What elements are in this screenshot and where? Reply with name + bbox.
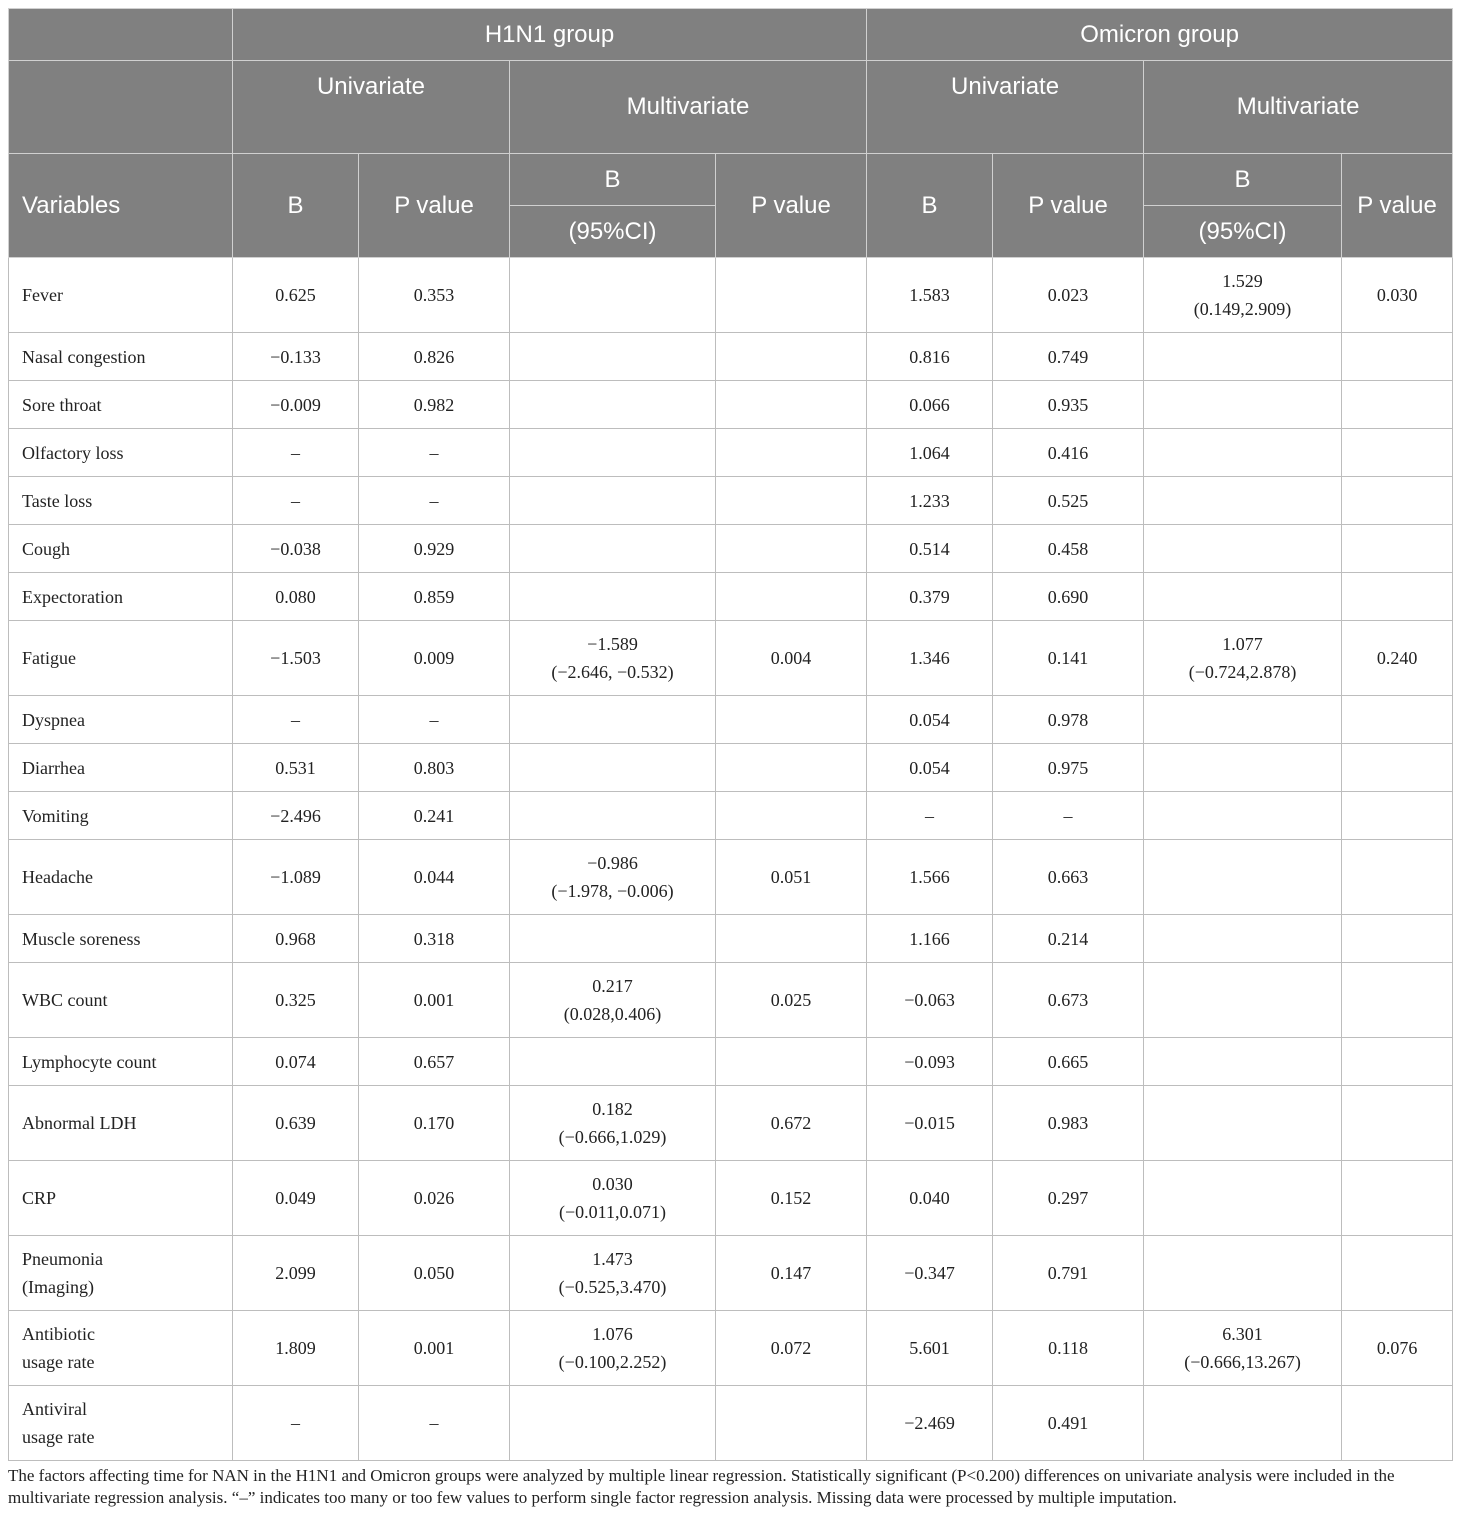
cell-h1n1-multi-p — [716, 792, 867, 840]
cell-h1n1-uni-p: 0.657 — [359, 1038, 510, 1086]
cell-h1n1-uni-b: 0.531 — [233, 744, 359, 792]
cell-h1n1-uni-b: −0.038 — [233, 525, 359, 573]
cell-omicron-multi-b-ci — [1144, 840, 1342, 915]
cell-omicron-uni-b: 1.166 — [867, 915, 993, 963]
table-body — [9, 258, 1453, 1461]
cell-h1n1-uni-p: 0.050 — [359, 1236, 510, 1311]
cell-h1n1-multi-p — [716, 1038, 867, 1086]
header-variables: Variables — [9, 154, 233, 258]
cell-variable — [9, 258, 233, 333]
cell-h1n1-uni-p: – — [359, 1386, 510, 1461]
cell-omicron-uni-b: – — [867, 792, 993, 840]
table-row — [9, 573, 1453, 621]
cell-omicron-multi-b: 1.529 — [1222, 271, 1263, 291]
cell-omicron-uni-p: 0.978 — [993, 696, 1144, 744]
cell-omicron-uni-p: 0.665 — [993, 1038, 1144, 1086]
cell-omicron-uni-p: 0.690 — [993, 573, 1144, 621]
variable-label-line: Taste loss — [22, 490, 93, 511]
cell-h1n1-multi-b: 0.030 — [592, 1174, 633, 1194]
regression-table — [8, 8, 1453, 1461]
table-row — [9, 333, 1453, 381]
cell-variable — [9, 840, 233, 915]
variable-label-line: usage rate — [22, 1427, 95, 1447]
cell-h1n1-uni-p: 0.826 — [359, 333, 510, 381]
cell-omicron-multi-p — [1342, 429, 1453, 477]
variable-label-line: Expectoration — [22, 586, 123, 607]
cell-omicron-multi-b-ci — [1144, 525, 1342, 573]
variable-label-line: Dyspnea — [22, 709, 85, 730]
cell-variable — [9, 333, 233, 381]
cell-h1n1-multi-p — [716, 744, 867, 792]
header-omicron-multi-ci: (95%CI) — [1144, 206, 1342, 258]
cell-omicron-multi-p: 0.240 — [1342, 621, 1453, 696]
variable-label-line: Vomiting — [22, 805, 89, 826]
cell-h1n1-multi-p: 0.004 — [716, 621, 867, 696]
cell-omicron-multi-ci: (−0.724,2.878) — [1188, 662, 1297, 682]
cell-omicron-multi-b: 6.301 — [1222, 1324, 1263, 1344]
cell-h1n1-multi-b: 1.473 — [592, 1249, 633, 1269]
cell-omicron-uni-b: −0.093 — [867, 1038, 993, 1086]
cell-omicron-uni-b: −0.015 — [867, 1086, 993, 1161]
cell-omicron-uni-p: 0.416 — [993, 429, 1144, 477]
table-row — [9, 1236, 1453, 1311]
cell-h1n1-uni-b: −0.009 — [233, 381, 359, 429]
cell-h1n1-uni-p: 0.001 — [359, 963, 510, 1038]
cell-omicron-multi-p — [1342, 696, 1453, 744]
table-row — [9, 963, 1453, 1038]
variable-label-line: (Imaging) — [22, 1277, 94, 1297]
table-row — [9, 429, 1453, 477]
cell-h1n1-multi-p — [716, 573, 867, 621]
cell-h1n1-multi-b-ci — [510, 525, 716, 573]
cell-omicron-uni-p: 0.023 — [993, 258, 1144, 333]
cell-h1n1-multi-b-ci — [510, 1161, 716, 1236]
header-omicron-uni-p: P value — [993, 154, 1144, 258]
cell-h1n1-uni-p: 0.318 — [359, 915, 510, 963]
cell-omicron-multi-ci: (−0.666,13.267) — [1184, 1352, 1301, 1372]
table-row — [9, 525, 1453, 573]
cell-omicron-multi-b-ci — [1144, 744, 1342, 792]
variable-label-line: Pneumonia — [22, 1249, 103, 1269]
cell-h1n1-multi-b-ci — [510, 258, 716, 333]
cell-omicron-multi-p — [1342, 1038, 1453, 1086]
cell-omicron-uni-p: 0.975 — [993, 744, 1144, 792]
cell-omicron-multi-p — [1342, 840, 1453, 915]
cell-h1n1-multi-b-ci — [510, 840, 716, 915]
cell-h1n1-uni-b: 0.625 — [233, 258, 359, 333]
variable-label-line: Fever — [22, 285, 63, 305]
cell-omicron-multi-p: 0.030 — [1342, 258, 1453, 333]
cell-h1n1-multi-p — [716, 915, 867, 963]
cell-h1n1-uni-b: 0.968 — [233, 915, 359, 963]
cell-h1n1-multi-b-ci — [510, 1236, 716, 1311]
cell-h1n1-uni-p: 0.241 — [359, 792, 510, 840]
cell-h1n1-multi-p — [716, 477, 867, 525]
header-omicron-multi-p: P value — [1342, 154, 1453, 258]
cell-h1n1-multi-b-ci — [510, 381, 716, 429]
cell-omicron-multi-b-ci — [1144, 621, 1342, 696]
cell-omicron-uni-p: 0.525 — [993, 477, 1144, 525]
cell-omicron-multi-b-ci — [1144, 963, 1342, 1038]
header-h1n1-uni-p: P value — [359, 154, 510, 258]
cell-omicron-multi-p — [1342, 333, 1453, 381]
cell-h1n1-uni-b: −1.503 — [233, 621, 359, 696]
cell-h1n1-multi-ci: (−0.666,1.029) — [558, 1127, 667, 1147]
table-row — [9, 1038, 1453, 1086]
cell-h1n1-multi-b-ci — [510, 963, 716, 1038]
cell-h1n1-multi-p — [716, 696, 867, 744]
variable-label-line: usage rate — [22, 1352, 95, 1372]
cell-h1n1-uni-p: 0.044 — [359, 840, 510, 915]
cell-variable — [9, 1161, 233, 1236]
cell-omicron-multi-b-ci — [1144, 696, 1342, 744]
variable-label-line: Nasal congestion — [22, 346, 146, 367]
header-omicron-univariate: Univariate — [867, 61, 1144, 154]
cell-variable — [9, 1311, 233, 1386]
cell-omicron-multi-p — [1342, 1386, 1453, 1461]
cell-omicron-uni-p: 0.673 — [993, 963, 1144, 1038]
cell-h1n1-uni-p: 0.353 — [359, 258, 510, 333]
variable-label-line: Antiviral — [22, 1399, 87, 1419]
cell-omicron-multi-p — [1342, 477, 1453, 525]
variable-label-line: Abnormal LDH — [22, 1113, 137, 1133]
cell-h1n1-multi-p — [716, 429, 867, 477]
variable-label-line: Fatigue — [22, 648, 76, 668]
header-h1n1-group: H1N1 group — [233, 9, 867, 61]
cell-h1n1-multi-b-ci — [510, 1311, 716, 1386]
cell-omicron-uni-p: 0.791 — [993, 1236, 1144, 1311]
cell-omicron-multi-b-ci — [1144, 1236, 1342, 1311]
cell-h1n1-multi-b-ci — [510, 1086, 716, 1161]
cell-omicron-uni-b: 1.064 — [867, 429, 993, 477]
cell-h1n1-multi-b: −1.589 — [587, 634, 638, 654]
cell-variable — [9, 963, 233, 1038]
cell-omicron-multi-b-ci — [1144, 1086, 1342, 1161]
cell-variable — [9, 477, 233, 525]
cell-omicron-uni-b: 1.346 — [867, 621, 993, 696]
cell-omicron-uni-p: 0.214 — [993, 915, 1144, 963]
cell-omicron-multi-b-ci — [1144, 477, 1342, 525]
cell-h1n1-uni-p: 0.982 — [359, 381, 510, 429]
cell-h1n1-multi-b-ci — [510, 573, 716, 621]
cell-h1n1-uni-b: – — [233, 1386, 359, 1461]
cell-h1n1-multi-b-ci — [510, 1386, 716, 1461]
cell-h1n1-multi-ci: (−0.100,2.252) — [558, 1352, 667, 1372]
cell-omicron-uni-b: 0.066 — [867, 381, 993, 429]
header-h1n1-univariate: Univariate — [233, 61, 510, 154]
variable-label-line: Headache — [22, 867, 93, 887]
cell-omicron-uni-p: 0.749 — [993, 333, 1144, 381]
cell-h1n1-multi-p: 0.025 — [716, 963, 867, 1038]
cell-h1n1-multi-b-ci — [510, 915, 716, 963]
header-omicron-group: Omicron group — [867, 9, 1453, 61]
cell-omicron-uni-p: 0.491 — [993, 1386, 1144, 1461]
cell-h1n1-multi-ci: (−0.525,3.470) — [558, 1277, 667, 1297]
cell-h1n1-uni-p: 0.803 — [359, 744, 510, 792]
cell-h1n1-multi-p — [716, 258, 867, 333]
cell-h1n1-uni-p: – — [359, 696, 510, 744]
cell-variable — [9, 429, 233, 477]
cell-h1n1-uni-b: 0.049 — [233, 1161, 359, 1236]
cell-h1n1-multi-p — [716, 525, 867, 573]
cell-omicron-multi-b-ci — [1144, 333, 1342, 381]
table-row — [9, 1161, 1453, 1236]
cell-h1n1-multi-ci: (−0.011,0.071) — [559, 1202, 666, 1222]
header-omicron-multivariate: Multivariate — [1144, 61, 1453, 154]
cell-h1n1-multi-b-ci — [510, 621, 716, 696]
cell-h1n1-multi-b-ci — [510, 333, 716, 381]
table-row — [9, 258, 1453, 333]
table-row — [9, 477, 1453, 525]
cell-omicron-uni-p: 0.118 — [993, 1311, 1144, 1386]
table-row — [9, 696, 1453, 744]
cell-variable — [9, 1236, 233, 1311]
cell-omicron-multi-b-ci — [1144, 429, 1342, 477]
cell-omicron-multi-p — [1342, 1086, 1453, 1161]
cell-omicron-uni-p: 0.663 — [993, 840, 1144, 915]
cell-h1n1-multi-p: 0.672 — [716, 1086, 867, 1161]
cell-omicron-uni-b: 1.233 — [867, 477, 993, 525]
table-row — [9, 381, 1453, 429]
cell-omicron-uni-p: 0.458 — [993, 525, 1144, 573]
cell-h1n1-multi-b-ci — [510, 429, 716, 477]
cell-variable — [9, 381, 233, 429]
cell-omicron-multi-b-ci — [1144, 792, 1342, 840]
cell-h1n1-uni-p: 0.009 — [359, 621, 510, 696]
variable-label-line: CRP — [22, 1188, 57, 1208]
cell-h1n1-multi-ci: (−1.978, −0.006) — [551, 881, 674, 901]
cell-omicron-multi-b-ci — [1144, 1038, 1342, 1086]
header-h1n1-multivariate: Multivariate — [510, 61, 867, 154]
cell-h1n1-multi-p — [716, 333, 867, 381]
cell-omicron-multi-p — [1342, 792, 1453, 840]
cell-h1n1-uni-p: 0.026 — [359, 1161, 510, 1236]
variable-label-line: Cough — [22, 538, 71, 559]
variable-label-line: Muscle soreness — [22, 928, 141, 949]
cell-h1n1-uni-p: 0.001 — [359, 1311, 510, 1386]
cell-h1n1-uni-p: – — [359, 477, 510, 525]
cell-omicron-uni-p: 0.983 — [993, 1086, 1144, 1161]
cell-h1n1-multi-b: −0.986 — [587, 853, 638, 873]
cell-omicron-uni-p: 0.297 — [993, 1161, 1144, 1236]
table-row — [9, 1386, 1453, 1461]
cell-h1n1-multi-p — [716, 381, 867, 429]
cell-h1n1-uni-b: – — [233, 477, 359, 525]
cell-variable — [9, 696, 233, 744]
cell-h1n1-multi-b-ci — [510, 696, 716, 744]
cell-h1n1-uni-b: 0.325 — [233, 963, 359, 1038]
cell-omicron-multi-p — [1342, 963, 1453, 1038]
cell-variable — [9, 792, 233, 840]
cell-omicron-uni-b: 0.040 — [867, 1161, 993, 1236]
header-h1n1-multi-b: B — [510, 154, 716, 206]
cell-h1n1-multi-b-ci — [510, 744, 716, 792]
table-row — [9, 621, 1453, 696]
cell-h1n1-multi-b: 1.076 — [592, 1324, 633, 1344]
table-header — [9, 9, 1453, 258]
cell-variable — [9, 525, 233, 573]
cell-omicron-uni-p: – — [993, 792, 1144, 840]
cell-h1n1-multi-b-ci — [510, 1038, 716, 1086]
cell-omicron-uni-b: −0.063 — [867, 963, 993, 1038]
cell-h1n1-uni-b: – — [233, 696, 359, 744]
variable-label-line: Olfactory loss — [22, 442, 124, 463]
header-h1n1-multi-ci: (95%CI) — [510, 206, 716, 258]
header-omicron-multi-b: B — [1144, 154, 1342, 206]
variable-label-line: WBC count — [22, 990, 108, 1010]
table-row — [9, 744, 1453, 792]
header-blank-middle — [9, 61, 233, 154]
cell-h1n1-uni-p: 0.859 — [359, 573, 510, 621]
cell-h1n1-uni-b: −1.089 — [233, 840, 359, 915]
cell-h1n1-multi-p — [716, 1386, 867, 1461]
cell-omicron-uni-b: 5.601 — [867, 1311, 993, 1386]
header-blank-top — [9, 9, 233, 61]
table-row — [9, 915, 1453, 963]
cell-omicron-multi-b-ci — [1144, 915, 1342, 963]
cell-omicron-uni-p: 0.935 — [993, 381, 1144, 429]
cell-omicron-uni-b: 0.514 — [867, 525, 993, 573]
cell-omicron-multi-b-ci — [1144, 258, 1342, 333]
variable-label-line: Antibiotic — [22, 1324, 95, 1344]
cell-h1n1-uni-b: 0.074 — [233, 1038, 359, 1086]
cell-omicron-multi-b-ci — [1144, 1161, 1342, 1236]
cell-omicron-uni-b: 1.583 — [867, 258, 993, 333]
cell-h1n1-multi-b-ci — [510, 792, 716, 840]
cell-omicron-uni-b: −2.469 — [867, 1386, 993, 1461]
cell-omicron-multi-b-ci — [1144, 381, 1342, 429]
cell-h1n1-multi-p: 0.051 — [716, 840, 867, 915]
cell-omicron-multi-p: 0.076 — [1342, 1311, 1453, 1386]
table-row — [9, 1311, 1453, 1386]
cell-h1n1-uni-b: 1.809 — [233, 1311, 359, 1386]
cell-variable — [9, 915, 233, 963]
table-footnote: The factors affecting time for NAN in the H1N1 and Omicron groups were analyzed by multiple linear regression. Statistically significant (P<0.200) differences on univariate analysis were included in the multivariate regression analysis. “–” indicates too many or too few values to perform single factor regression analysis. Missing data were processed by multiple imputation. — [8, 1466, 1395, 1507]
cell-omicron-multi-p — [1342, 1236, 1453, 1311]
cell-omicron-multi-p — [1342, 915, 1453, 963]
cell-omicron-uni-b: 0.054 — [867, 744, 993, 792]
cell-variable — [9, 621, 233, 696]
table-row — [9, 792, 1453, 840]
cell-h1n1-uni-p: 0.929 — [359, 525, 510, 573]
cell-omicron-multi-p — [1342, 381, 1453, 429]
cell-h1n1-multi-ci: (0.028,0.406) — [563, 1004, 662, 1024]
cell-h1n1-uni-b: −2.496 — [233, 792, 359, 840]
cell-omicron-uni-b: −0.347 — [867, 1236, 993, 1311]
cell-omicron-multi-b-ci — [1144, 573, 1342, 621]
header-h1n1-uni-b: B — [233, 154, 359, 258]
cell-omicron-multi-p — [1342, 525, 1453, 573]
cell-omicron-uni-b: 0.816 — [867, 333, 993, 381]
variable-label-line: Lymphocyte count — [22, 1051, 157, 1072]
cell-h1n1-uni-b: 0.639 — [233, 1086, 359, 1161]
regression-table-container — [8, 8, 1452, 1509]
cell-omicron-multi-b-ci — [1144, 1386, 1342, 1461]
cell-variable — [9, 1038, 233, 1086]
cell-h1n1-multi-p: 0.147 — [716, 1236, 867, 1311]
header-h1n1-multi-p: P value — [716, 154, 867, 258]
cell-omicron-multi-p — [1342, 1161, 1453, 1236]
cell-omicron-multi-b-ci — [1144, 1311, 1342, 1386]
cell-h1n1-multi-ci: (−2.646, −0.532) — [551, 662, 674, 682]
cell-omicron-uni-b: 1.566 — [867, 840, 993, 915]
cell-h1n1-multi-b-ci — [510, 477, 716, 525]
cell-omicron-multi-ci: (0.149,2.909) — [1193, 299, 1292, 319]
cell-h1n1-multi-p: 0.072 — [716, 1311, 867, 1386]
cell-variable — [9, 744, 233, 792]
header-omicron-uni-b: B — [867, 154, 993, 258]
cell-omicron-uni-b: 0.379 — [867, 573, 993, 621]
cell-variable — [9, 1086, 233, 1161]
cell-omicron-multi-p — [1342, 573, 1453, 621]
cell-h1n1-uni-p: – — [359, 429, 510, 477]
cell-omicron-multi-p — [1342, 744, 1453, 792]
cell-h1n1-multi-b: 0.182 — [592, 1099, 633, 1119]
cell-h1n1-multi-p: 0.152 — [716, 1161, 867, 1236]
variable-label-line: Sore throat — [22, 394, 102, 415]
cell-h1n1-multi-b: 0.217 — [592, 976, 633, 996]
cell-omicron-uni-b: 0.054 — [867, 696, 993, 744]
cell-h1n1-uni-b: −0.133 — [233, 333, 359, 381]
cell-omicron-multi-b: 1.077 — [1222, 634, 1263, 654]
cell-h1n1-uni-b: – — [233, 429, 359, 477]
cell-variable — [9, 573, 233, 621]
cell-h1n1-uni-b: 2.099 — [233, 1236, 359, 1311]
cell-omicron-uni-p: 0.141 — [993, 621, 1144, 696]
cell-h1n1-uni-p: 0.170 — [359, 1086, 510, 1161]
table-row — [9, 840, 1453, 915]
table-row — [9, 1086, 1453, 1161]
cell-h1n1-uni-b: 0.080 — [233, 573, 359, 621]
variable-label-line: Diarrhea — [22, 757, 85, 778]
cell-variable — [9, 1386, 233, 1461]
